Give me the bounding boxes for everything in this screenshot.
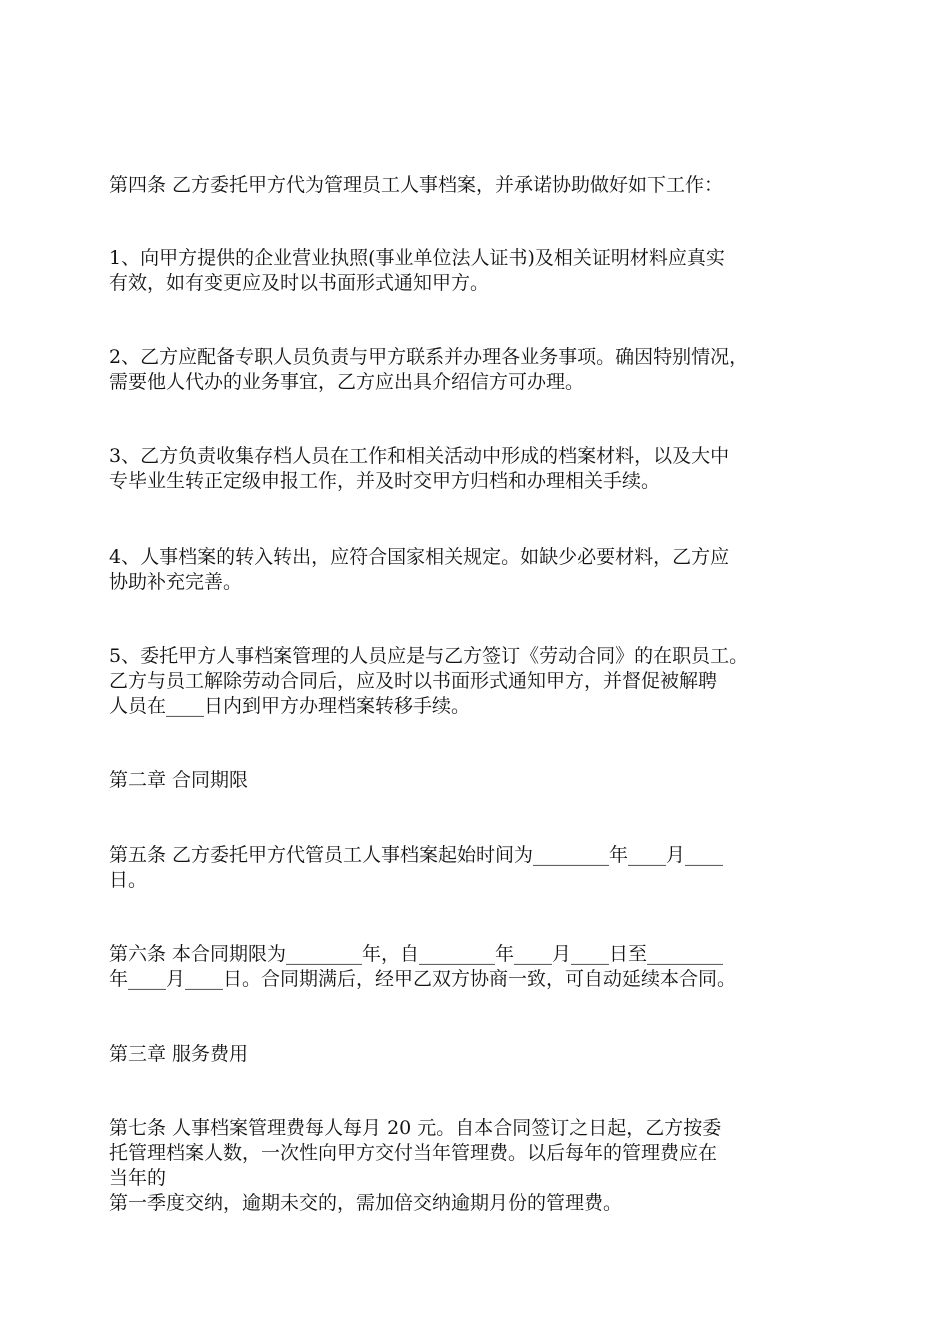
- paragraph-item-3: [109, 444, 849, 494]
- paragraph-article-5: [109, 843, 849, 893]
- text-line: 日。: [109, 869, 148, 891]
- text-line: 第四条 乙方委托甲方代为管理员工人事档案，并承诺协助做好如下工作：: [109, 174, 724, 196]
- text-line: 第五条 乙方委托甲方代管员工人事档案起始时间为________年____月____: [109, 844, 724, 866]
- text-line: 第三章 服务费用: [109, 1043, 249, 1065]
- text-line: 托管理档案人数，一次性向甲方交付当年管理费。以后每年的管理费应在: [109, 1142, 718, 1164]
- paragraph-article-6: [109, 942, 849, 992]
- paragraph-item-2: [109, 345, 849, 395]
- text-line: 乙方与员工解除劳动合同后，应及时以书面形式通知甲方，并督促被解聘: [109, 670, 718, 692]
- text-line: 2、乙方应配备专职人员负责与甲方联系并办理各业务事项。确因特别情况，: [109, 346, 749, 368]
- paragraph-item-4: [109, 545, 849, 595]
- text-line: 专毕业生转正定级申报工作，并及时交甲方归档和办理相关手续。: [109, 470, 661, 492]
- text-line: 第六条 本合同期限为________年，自________年____月____日至________: [109, 943, 724, 965]
- text-line: 协助补充完善。: [109, 571, 243, 593]
- text-line: 第七条 人事档案管理费每人每月 20 元。自本合同签订之日起，乙方按委: [109, 1117, 722, 1139]
- chapter-heading-3: [109, 1042, 849, 1067]
- text-line: 年____月____日。合同期满后，经甲乙双方协商一致，可自动延续本合同。: [109, 968, 737, 990]
- paragraph-item-5: [109, 644, 849, 719]
- text-line: 当年的: [109, 1167, 167, 1189]
- paragraph-article-7: [109, 1116, 849, 1216]
- text-line: 需要他人代办的业务事宜，乙方应出具介绍信方可办理。: [109, 371, 585, 393]
- chapter-heading-2: [109, 768, 849, 793]
- text-line: 4、人事档案的转入转出，应符合国家相关规定。如缺少必要材料，乙方应: [109, 546, 730, 568]
- text-line: 3、乙方负责收集存档人员在工作和相关活动中形成的档案材料，以及大中: [109, 445, 730, 467]
- paragraph-item-1: [109, 246, 849, 296]
- text-line: 有效，如有变更应及时以书面形式通知甲方。: [109, 272, 490, 294]
- text-line: 第二章 合同期限: [109, 769, 249, 791]
- text-line: 1、向甲方提供的企业营业执照(事业单位法人证书)及相关证明材料应真实: [109, 247, 725, 269]
- text-line: 人员在____日内到甲方办理档案转移手续。: [109, 695, 471, 717]
- text-line: 第一季度交纳，逾期未交的，需加倍交纳逾期月份的管理费。: [109, 1192, 623, 1214]
- paragraph-article-4: [109, 173, 849, 198]
- text-line: 5、委托甲方人事档案管理的人员应是与乙方签订《劳动合同》的在职员工。: [109, 645, 749, 667]
